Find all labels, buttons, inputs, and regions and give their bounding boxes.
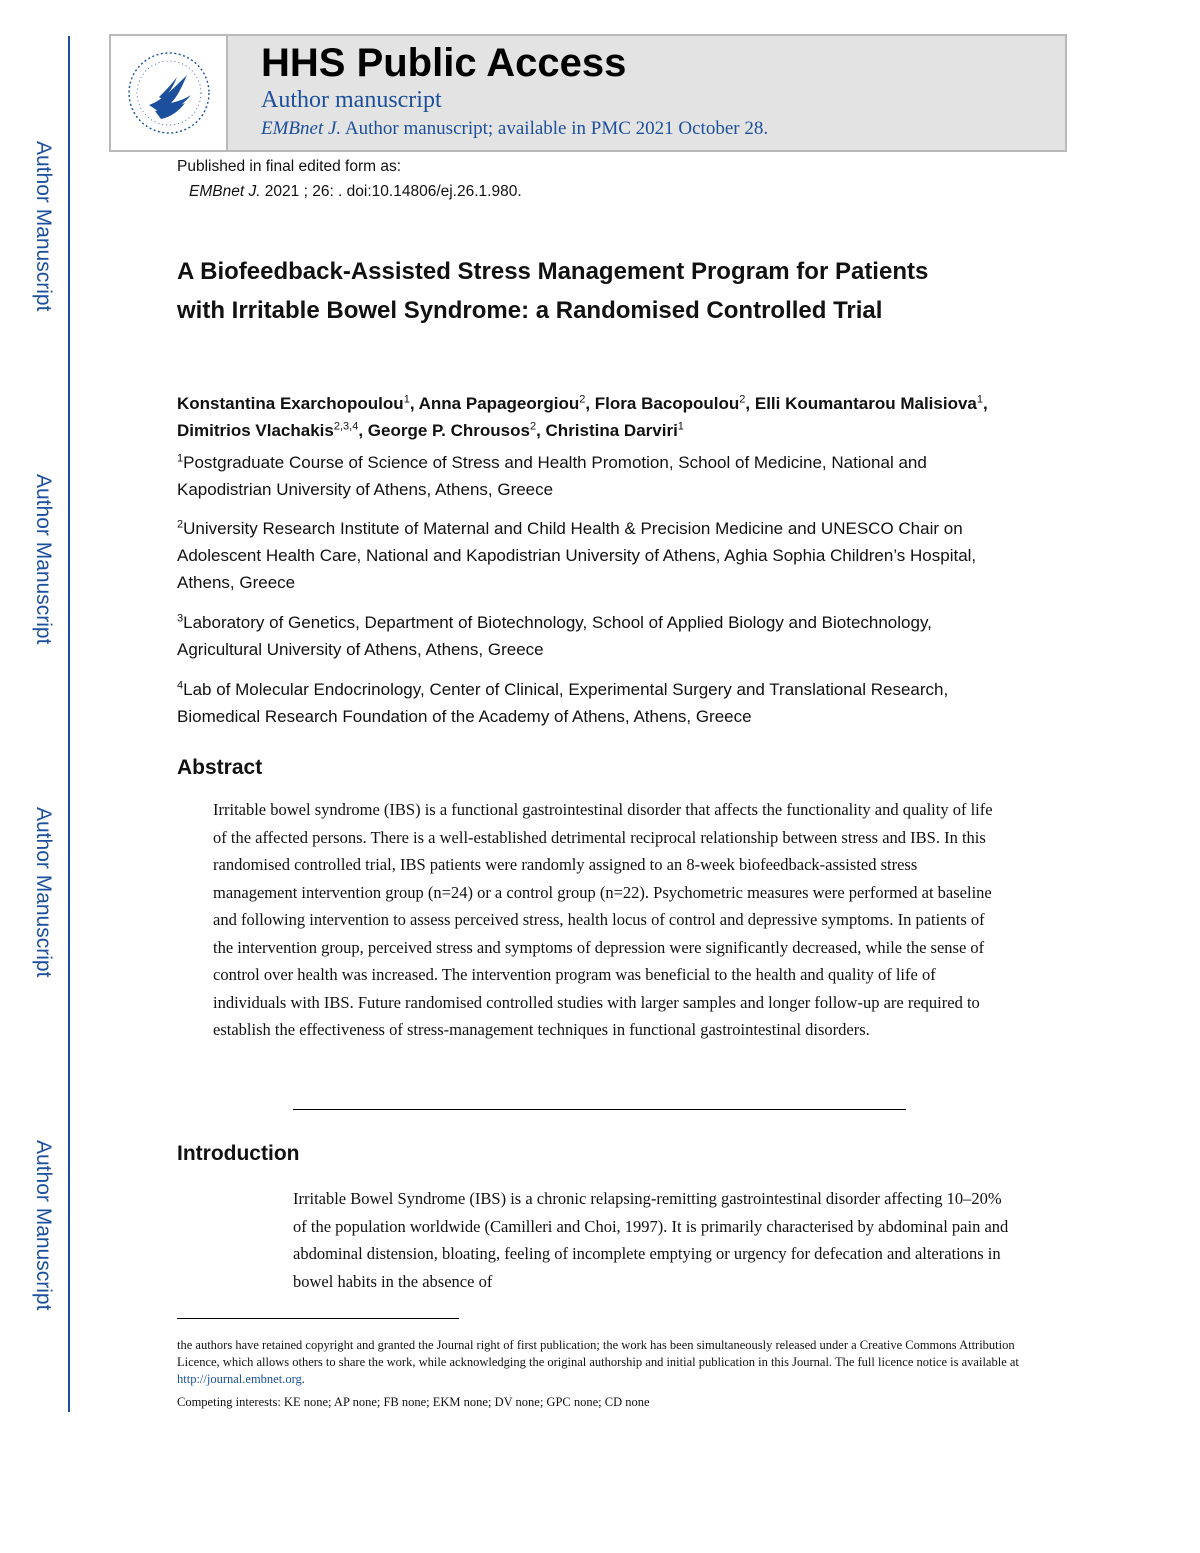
- author-name: George P. Chrousos: [367, 421, 530, 440]
- publication-info: [177, 154, 522, 204]
- author-name: Konstantina Exarchopoulou: [177, 394, 404, 413]
- author-name: Elli Koumantarou Malisiova: [754, 394, 977, 413]
- hhs-header: [109, 34, 1067, 152]
- published-label: Published in final edited form as:: [177, 158, 402, 175]
- competing-interests: Competing interests: KE none; AP none; FB none; EKM none; DV none; GPC none; CD none: [177, 1395, 650, 1409]
- author-manuscript-label: Author manuscript: [261, 87, 442, 113]
- margin-rule: [68, 36, 70, 1412]
- author-name: Christina Darviri: [545, 421, 678, 440]
- author-name: Flora Bacopoulou: [594, 394, 740, 413]
- license-footnote: the authors have retained copyright and granted the Journal right of first publication; the work has been simultaneously released under a Creative Commons Attribution Licence, which allows others to share the work, while acknowledging the original authorship and initial publication in this Journal. The full licence notice is available at http://journal.embnet.org.: [177, 1338, 1019, 1386]
- author-name: Anna Papageorgiou: [418, 394, 580, 413]
- side-label: Author Manuscript: [32, 806, 55, 978]
- journal-link[interactable]: http://journal.embnet.org: [177, 1372, 302, 1386]
- article-title: A Biofeedback-Assisted Stress Management Program for Patients with Irritable Bowel Syndrome: a Randomised Controlled Trial: [177, 258, 929, 324]
- abstract-divider: [293, 1109, 906, 1110]
- affiliation: $^1$Postgraduate Course of Science of Stress and Health Promotion, School of Medicine, National and Kapodistrian University of Athens, Athens, Greece: [177, 452, 927, 499]
- affiliation: $^2$University Research Institute of Maternal and Child Health & Precision Medicine and UNESCO Chair on Adolescent Health Care, National and Kapodistrian University of Athens, Aghia Sophia Children’s Hospital, Athens, Greece: [177, 518, 977, 592]
- introduction-text: Irritable Bowel Syndrome (IBS) is a chronic relapsing-remitting gastrointestinal disorder affecting 10–20% of the population worldwide (Camilleri and Choi, 1997). It is primarily characterised by abdominal pain and abdominal distension, bloating, feeling of incomplete emptying or urgency for defecation and alterations in bowel habits in the absence of: [293, 1189, 1009, 1291]
- footnote-divider: [177, 1318, 459, 1319]
- affiliation: $^3$Laboratory of Genetics, Department of Biotechnology, School of Applied Biology and Biotechnology, Agricultural University of Athens, Athens, Greece: [177, 612, 932, 659]
- introduction-heading: Introduction: [177, 1142, 300, 1165]
- side-label: Author Manuscript: [32, 473, 55, 645]
- side-label: Author Manuscript: [32, 1139, 55, 1311]
- citation: EMBnet J. 2021 ; 26: . doi:10.14806/ej.26.1.980.: [189, 183, 522, 200]
- abstract-text: Irritable bowel syndrome (IBS) is a functional gastrointestinal disorder that affects the functionality and quality of life of the affected persons. There is a well-established detrimental reciprocal relationship between stress and IBS. In this randomised controlled trial, IBS patients were randomly assigned to an 8-week biofeedback-assisted stress management intervention group (n=24) or a control group (n=22). Psychometric measures were performed at baseline and following intervention to assess perceived stress, health locus of control and depressive symptoms. In patients of the intervention group, perceived stress and symptoms of depression were significantly decreased, while the sense of control over health was increased. The intervention program was beneficial to the health and quality of life of individuals with IBS. Future randomised controlled studies with larger samples and longer follow-up are required to establish the effectiveness of stress-management techniques in functional gastrointestinal disorders.: [213, 800, 993, 1039]
- affiliation: $^4$Lab of Molecular Endocrinology, Center of Clinical, Experimental Surgery and Translational Research, Biomedical Research Foundation of the Academy of Athens, Athens, Greece: [177, 679, 949, 726]
- side-label: Author Manuscript: [32, 140, 55, 312]
- author-list: Konstantina Exarchopoulou$^1$, Anna Papageorgiou$^2$, Flora Bacopoulou$^2$, Elli Koumantarou Malisiova$^1$, Dimitrios Vlachakis$^{2,3,4}$, George P. Chrousos$^2$, Christina Darviri$^1$: [177, 393, 988, 440]
- hhs-title-area: [228, 36, 1065, 150]
- author-name: Dimitrios Vlachakis: [177, 421, 334, 440]
- abstract-heading: Abstract: [177, 756, 263, 779]
- hhs-logo: [111, 36, 228, 150]
- hhs-eagle-seal-icon: [121, 45, 217, 141]
- hhs-public-access-title: HHS Public Access: [261, 41, 627, 85]
- availability-line: EMBnet J. Author manuscript; available in PMC 2021 October 28.: [261, 118, 769, 139]
